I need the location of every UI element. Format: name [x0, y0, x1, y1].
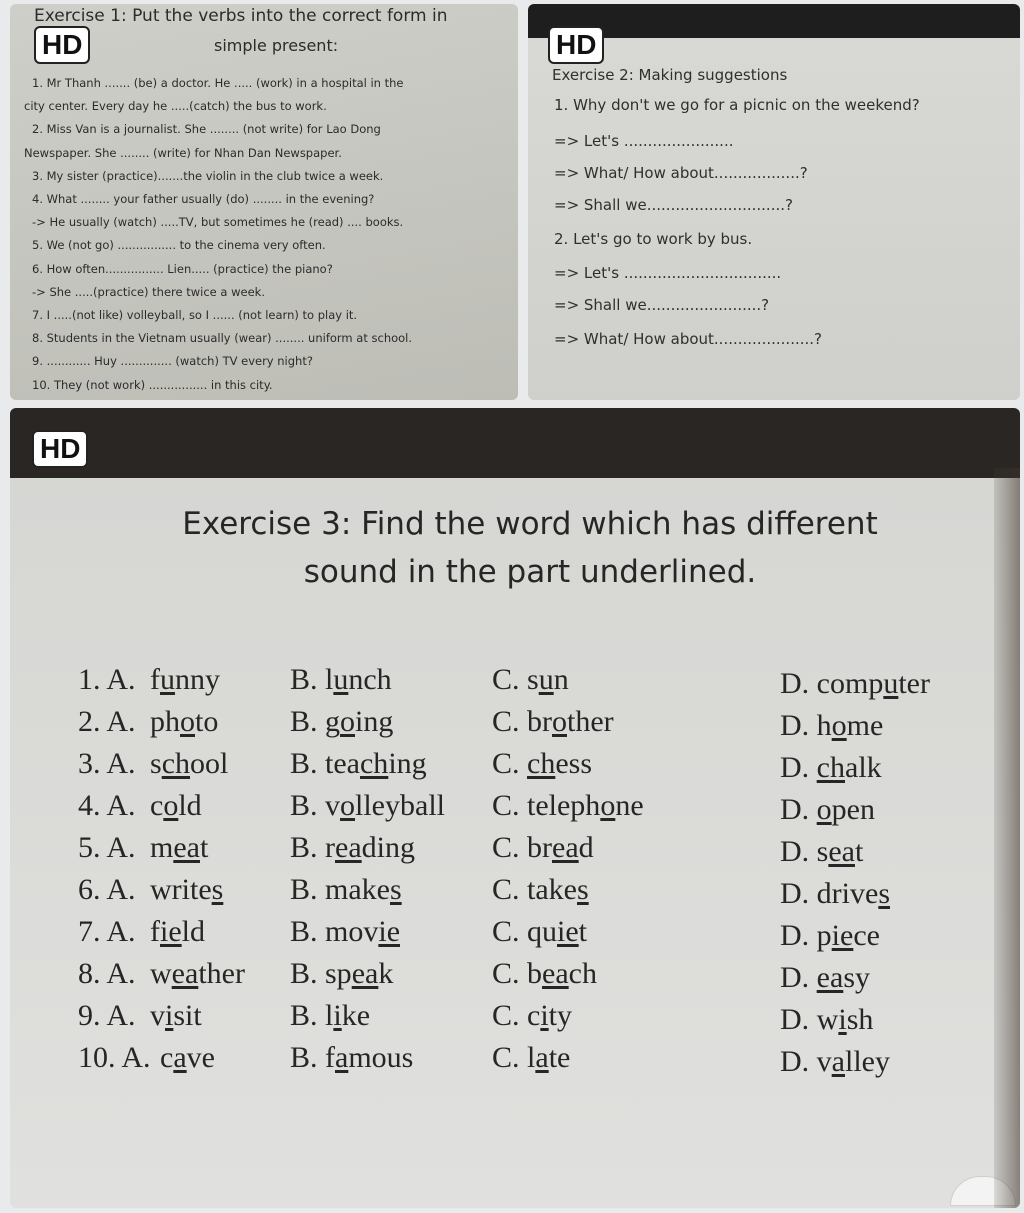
ex1-line: Newspaper. She ........ (write) for Nhan Dan Newspaper. — [24, 145, 342, 160]
ex1-line: 3. My sister (practice).......the violin in the club twice a week. — [32, 168, 384, 183]
option-b — [290, 915, 400, 949]
ex3-title-line-2: sound in the part underlined. — [303, 554, 757, 590]
ex2-line: => Shall we.............................? — [554, 196, 793, 214]
underlined-part: i — [333, 999, 342, 1032]
option-text: ool — [190, 747, 229, 780]
option-a — [150, 663, 220, 697]
option-text: pen — [831, 793, 875, 826]
option-text: B. sp — [290, 957, 352, 990]
question-number: 8. A. — [78, 957, 136, 990]
option-a — [150, 957, 245, 991]
option-text: ing — [355, 705, 394, 738]
option-d — [780, 1045, 890, 1079]
option-text: me — [846, 709, 884, 742]
option-text: ch — [568, 957, 597, 990]
option-text: c — [150, 789, 164, 822]
question-number: 10. A. — [78, 1041, 151, 1074]
ex1-line: 9. ............ Huy .............. (watch) TV every night? — [32, 354, 313, 369]
option-text: B. f — [290, 1041, 335, 1074]
hd-badge: HD — [34, 26, 90, 64]
option-text: ld — [181, 915, 205, 948]
question-number: 1. A. — [78, 663, 136, 696]
question-number: 7. A. — [78, 915, 136, 948]
underlined-part: o — [552, 705, 567, 738]
option-text: w — [150, 957, 172, 990]
option-text: C. br — [492, 705, 552, 738]
option-text: B. v — [290, 789, 341, 822]
option-b — [290, 705, 393, 739]
option-b — [290, 789, 445, 823]
option-text: t — [854, 835, 864, 868]
option-text: m — [150, 831, 174, 864]
ex2-line: => What/ How about.....................? — [554, 330, 823, 348]
underlined-part: o — [180, 705, 195, 738]
option-text: nny — [175, 663, 220, 696]
ex1-line: 7. I .....(not like) volleyball, so I ...... (not learn) to play it. — [32, 308, 358, 322]
ex1-line: -> She .....(practice) there twice a week. — [32, 284, 265, 299]
photo-exercise-1 — [10, 4, 518, 400]
underlined-part: u — [883, 667, 899, 700]
underlined-part: o — [163, 789, 179, 822]
underlined-part: a — [173, 1041, 187, 1074]
option-text: f — [150, 915, 160, 948]
hd-badge: HD — [32, 430, 88, 468]
underlined-part: ch — [816, 751, 845, 784]
ex1-line: 2. Miss Van is a journalist. She ........ (not write) for Lao Dong — [32, 122, 381, 137]
option-text: C. take — [492, 873, 577, 906]
underlined-part: ea — [552, 831, 579, 864]
underlined-part: ie — [831, 919, 854, 952]
option-text: write — [150, 873, 212, 906]
option-d — [780, 793, 875, 827]
ex2-line: 1. Why don't we go for a picnic on the weekend? — [554, 96, 920, 114]
option-c — [492, 873, 589, 907]
ex1-title: Exercise 1: Put the verbs into the correct form in — [34, 6, 448, 26]
option-text: D. — [780, 793, 817, 826]
option-text: lley — [845, 1045, 890, 1078]
option-b — [290, 873, 402, 907]
hd-badge: HD — [548, 26, 604, 64]
question-number: 6. A. — [78, 873, 136, 906]
question-number: 9. A. — [78, 999, 136, 1032]
question-number: 2. A. — [78, 705, 136, 738]
underlined-part: s — [389, 873, 402, 906]
option-a — [150, 831, 208, 865]
option-text: f — [150, 663, 160, 696]
option-b — [290, 747, 427, 781]
ex2-line: => Let's ....................... — [554, 132, 734, 150]
option-a — [160, 1041, 215, 1075]
option-text: C. teleph — [492, 789, 601, 822]
option-text: ve — [186, 1041, 215, 1074]
option-text: ing — [388, 747, 427, 780]
underlined-part: ea — [816, 961, 844, 994]
option-text: ther — [567, 705, 614, 738]
underlined-part: u — [538, 663, 554, 696]
option-text: ess — [555, 747, 593, 780]
option-b — [290, 831, 415, 865]
corner-bubble — [950, 1176, 1016, 1206]
option-text: k — [378, 957, 394, 990]
underlined-part: s — [878, 877, 890, 910]
option-c — [492, 999, 572, 1033]
option-text: ne — [615, 789, 644, 822]
option-d — [780, 835, 863, 869]
option-text: C. br — [492, 831, 552, 864]
option-text: sy — [843, 961, 870, 994]
option-text: c — [160, 1041, 174, 1074]
option-text: D. comp — [780, 667, 884, 700]
option-text: B. l — [290, 663, 334, 696]
underlined-part: i — [838, 1003, 847, 1036]
option-text: ke — [341, 999, 371, 1032]
option-d — [780, 1003, 873, 1037]
option-text: t — [578, 915, 588, 948]
option-d — [780, 667, 930, 701]
ex1-line: 6. How often................ Lien..... (practice) the piano? — [32, 261, 333, 276]
ex3-title-line-1: Exercise 3: Find the word which has different — [182, 506, 878, 542]
option-b — [290, 663, 392, 697]
option-text: D. v — [780, 1045, 832, 1078]
option-text: C. — [492, 747, 528, 780]
ex1-line: 5. We (not go) ................ to the cinema very often. — [32, 238, 326, 253]
option-text: mous — [348, 1041, 414, 1074]
ex1-line: 4. What ........ your father usually (do) ........ in the evening? — [32, 192, 375, 206]
option-c — [492, 831, 594, 865]
option-text: D. h — [780, 709, 832, 742]
option-d — [780, 919, 880, 953]
underlined-part: s — [211, 873, 224, 906]
ex2-title: Exercise 2: Making suggestions — [552, 66, 788, 84]
underlined-part: ea — [173, 831, 200, 864]
option-text: D. s — [780, 835, 829, 868]
option-text: sh — [846, 1003, 874, 1036]
option-text: C. b — [492, 957, 543, 990]
underlined-part: o — [340, 705, 356, 738]
question-number: 5. A. — [78, 831, 136, 864]
option-b — [290, 957, 393, 991]
underlined-part: a — [535, 1041, 549, 1074]
option-text: ter — [898, 667, 930, 700]
option-text: C. l — [492, 1041, 536, 1074]
underlined-part: ch — [161, 747, 191, 780]
underlined-part: ea — [171, 957, 199, 990]
option-text: alk — [845, 751, 882, 784]
option-text: D. — [780, 961, 817, 994]
option-text: nch — [348, 663, 392, 696]
option-a — [150, 915, 205, 949]
option-c — [492, 1041, 570, 1075]
ex2-line: 2. Let's go to work by bus. — [554, 230, 753, 248]
option-text: te — [548, 1041, 571, 1074]
option-text: C. s — [492, 663, 539, 696]
option-d — [780, 961, 870, 995]
underlined-part: ea — [351, 957, 379, 990]
option-text: t — [199, 831, 209, 864]
option-text: D. p — [780, 919, 832, 952]
ex1-line: city center. Every day he .....(catch) the bus to work. — [24, 99, 327, 114]
option-c — [492, 663, 569, 697]
option-text: D. drive — [780, 877, 879, 910]
underlined-part: ch — [359, 747, 389, 780]
ex2-line: => What/ How about..................? — [554, 164, 808, 182]
underlined-part: u — [333, 663, 349, 696]
option-a — [150, 705, 218, 739]
option-text: D. w — [780, 1003, 839, 1036]
underlined-part: o — [816, 793, 832, 826]
underlined-part: i — [540, 999, 549, 1032]
option-text: v — [150, 999, 165, 1032]
underlined-part: i — [165, 999, 174, 1032]
option-text: C. qu — [492, 915, 558, 948]
option-text: B. mov — [290, 915, 379, 948]
option-text: d — [578, 831, 594, 864]
option-b — [290, 1041, 413, 1075]
underlined-part: ie — [557, 915, 579, 948]
option-text: D. — [780, 751, 817, 784]
option-c — [492, 747, 592, 781]
underlined-part: s — [576, 873, 589, 906]
ex1-line: 10. They (not work) ................ in this city. — [32, 377, 273, 392]
option-c — [492, 957, 597, 991]
option-text: B. make — [290, 873, 390, 906]
option-c — [492, 915, 587, 949]
underlined-part: ie — [160, 915, 182, 948]
option-text: B. r — [290, 831, 335, 864]
option-text: C. c — [492, 999, 541, 1032]
ex2-line: => Shall we........................? — [554, 296, 770, 314]
option-text: to — [195, 705, 219, 738]
option-text: B. g — [290, 705, 341, 738]
ex2-line: => Let's ................................. — [554, 264, 782, 282]
ex1-subtitle: simple present: — [214, 36, 339, 55]
option-c — [492, 705, 614, 739]
option-d — [780, 709, 883, 743]
option-text: ding — [361, 831, 415, 864]
option-text: B. l — [290, 999, 334, 1032]
option-a — [150, 873, 223, 907]
option-d — [780, 877, 890, 911]
underlined-part: o — [831, 709, 847, 742]
underlined-part: o — [340, 789, 356, 822]
underlined-part: a — [335, 1041, 349, 1074]
ex1-line: 8. Students in the Vietnam usually (wear) ........ uniform at school. — [32, 331, 413, 346]
option-text: ce — [853, 919, 880, 952]
option-a — [150, 747, 228, 781]
question-number: 3. A. — [78, 747, 136, 780]
ex1-line: -> He usually (watch) .....TV, but sometimes he (read) .... books. — [32, 215, 404, 230]
option-text: B. tea — [290, 747, 360, 780]
option-a — [150, 789, 202, 823]
underlined-part: o — [600, 789, 616, 822]
underlined-part: ch — [527, 747, 556, 780]
option-d — [780, 751, 882, 785]
option-text: ther — [198, 957, 245, 990]
option-text: lleyball — [355, 789, 445, 822]
option-text: ld — [178, 789, 202, 822]
option-text: s — [150, 747, 162, 780]
option-a — [150, 999, 202, 1033]
question-number: 4. A. — [78, 789, 136, 822]
underlined-part: ea — [542, 957, 569, 990]
underlined-part: ea — [828, 835, 855, 868]
underlined-part: a — [831, 1045, 845, 1078]
option-text: ph — [150, 705, 180, 738]
option-text: sit — [173, 999, 202, 1032]
option-text: ty — [548, 999, 573, 1032]
option-text: n — [553, 663, 569, 696]
underlined-part: ea — [335, 831, 362, 864]
option-b — [290, 999, 370, 1033]
photo-exercise-2 — [528, 4, 1020, 400]
photo-exercise-3 — [10, 408, 1020, 1208]
underlined-part: u — [160, 663, 175, 696]
ex1-line: 1. Mr Thanh ....... (be) a doctor. He ..... (work) in a hospital in the — [32, 76, 404, 90]
underlined-part: ie — [378, 915, 401, 948]
option-c — [492, 789, 644, 823]
